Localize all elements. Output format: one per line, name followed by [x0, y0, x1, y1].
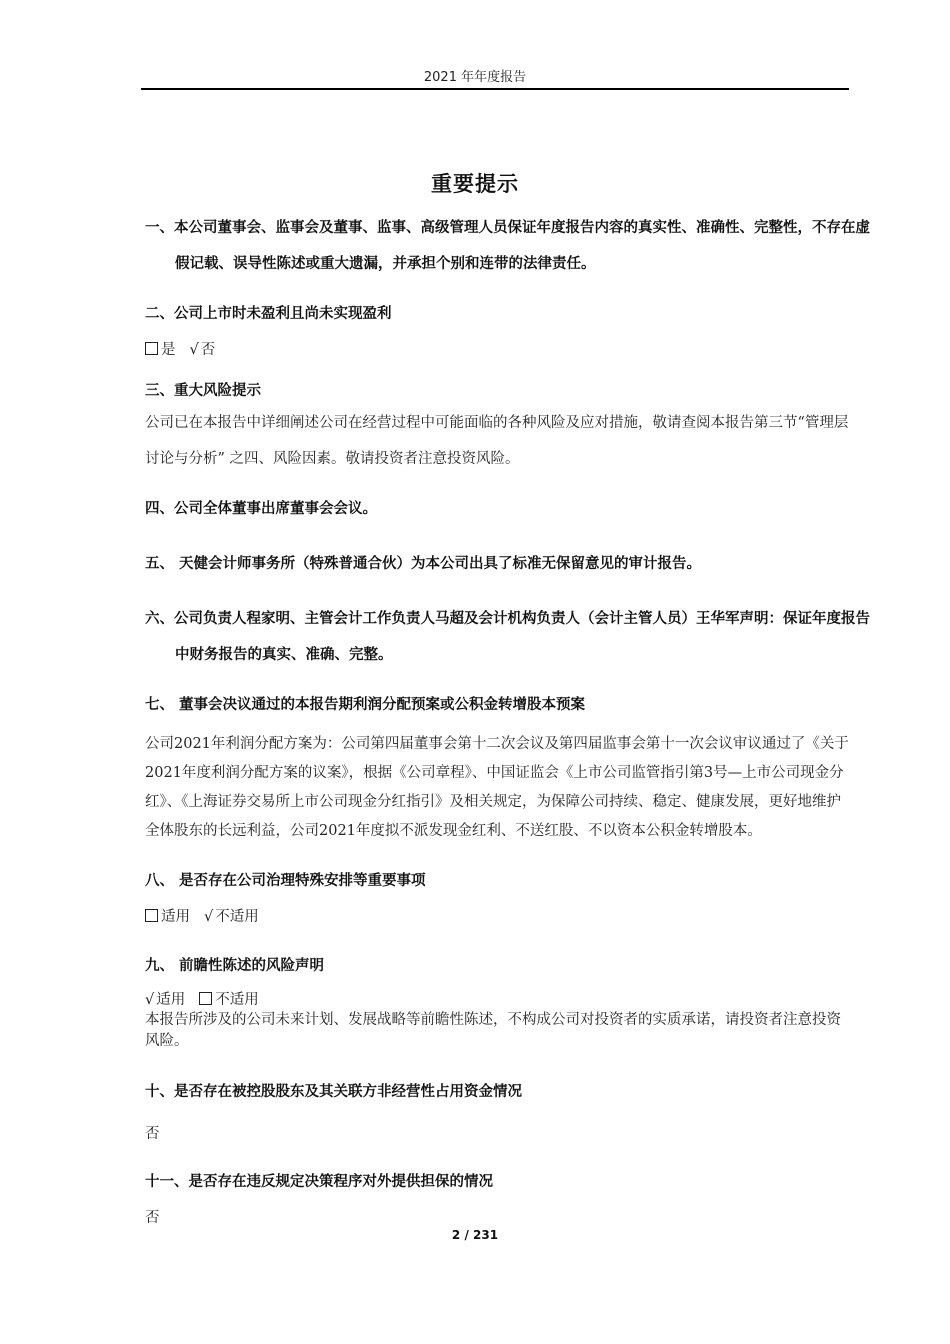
section-2-options [145, 338, 215, 359]
unchecked-box-icon [145, 342, 158, 355]
section-7-heading: 七、 董事会决议通过的本报告期利润分配预案或公积金转增股本预案 [145, 697, 586, 713]
checkmark-icon: √ [145, 992, 155, 1008]
header-divider [141, 88, 849, 90]
option-not-applicable-label: 不适用 [215, 992, 259, 1008]
section-11-heading: 十一、是否存在违反规定决策程序对外提供担保的情况 [145, 1174, 493, 1190]
section-4-text: 四、公司全体董事出席董事会会议。 [145, 501, 377, 517]
section-7-body: 公司2021年利润分配方案为：公司第四届董事会第十二次会议及第四届监事会第十一次会议审议通过了《关于2021年度利润分配方案的议案》，根据《公司章程》、中国证监会《上市公司监管指引第3号—上市公司现金分红》、《上海证券交易所上市公司现金分红指引》及相关规定，为保障公司持续、稳定、健康发展，更好地维护全体股东的长远利益，公司2021年度拟不派发现金红利、不送红股、不以资本公积金转增股本。 [145, 736, 849, 839]
section-8-options [145, 905, 259, 926]
section-2-heading: 二、公司上市时未盈利且尚未实现盈利 [145, 306, 392, 322]
page-number: 2 / 231 [451, 1228, 499, 1242]
running-header: 2021 年年度报告 [423, 70, 527, 85]
page-title: 重要提示 [431, 172, 519, 196]
option-not-applicable-label: 不适用 [215, 909, 259, 925]
checkmark-icon: √ [189, 342, 199, 358]
section-9-body: 本报告所涉及的公司未来计划、发展战略等前瞻性陈述，不构成公司对投资者的实质承诺，请投资者注意投资风险。 [145, 1012, 841, 1049]
section-6-text: 六、公司负责人程家明、主管会计工作负责人马超及会计机构负责人（会计主管人员）王华军声明：保证年度报告中财务报告的真实、准确、完整。 [145, 611, 870, 663]
section-3-body: 公司已在本报告中详细阐述公司在经营过程中可能面临的各种风险及应对措施，敬请查阅本报告第三节“管理层讨论与分析” 之四、风险因素。敬请投资者注意投资风险。 [145, 415, 849, 467]
unchecked-box-icon [199, 992, 212, 1005]
option-no-label: 否 [200, 342, 216, 358]
section-9-options [145, 988, 259, 1009]
unchecked-box-icon [145, 909, 158, 922]
section-9-heading: 九、 前瞻性陈述的风险声明 [145, 958, 325, 974]
section-8-heading: 八、 是否存在公司治理特殊安排等重要事项 [145, 873, 426, 889]
section-5-text: 五、 天健会计师事务所（特殊普通合伙）为本公司出具了标准无保留意见的审计报告。 [145, 556, 702, 572]
option-applicable-label: 适用 [161, 909, 190, 925]
checkmark-icon: √ [204, 909, 214, 925]
option-applicable-label: 适用 [156, 992, 186, 1008]
option-yes-label: 是 [161, 342, 176, 358]
section-1-text: 一、本公司董事会、监事会及董事、监事、高级管理人员保证年度报告内容的真实性、准确性、完整性，不存在虚假记载、误导性陈述或重大遗漏，并承担个别和连带的法律责任。 [145, 220, 870, 272]
section-10-heading: 十、是否存在被控股股东及其关联方非经营性占用资金情况 [145, 1084, 522, 1100]
section-10-answer: 否 [145, 1126, 160, 1142]
section-11-answer: 否 [145, 1210, 160, 1226]
section-3-heading: 三、重大风险提示 [145, 383, 261, 399]
